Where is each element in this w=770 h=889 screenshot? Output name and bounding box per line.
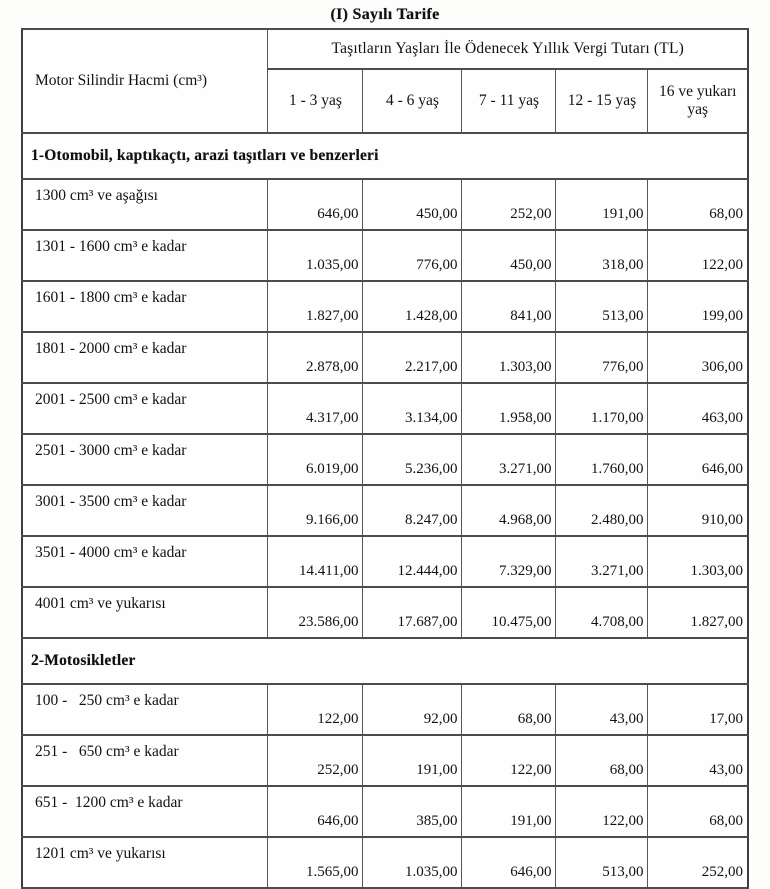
table-row — [22, 230, 748, 281]
column-header-engine-displacement: Motor Silindir Hacmi (cm³) — [22, 29, 268, 133]
tax-amount-cell: 318,00 — [556, 230, 648, 281]
tax-amount-cell: 450,00 — [462, 230, 556, 281]
tax-amount-cell: 2.878,00 — [268, 332, 363, 383]
table-row — [22, 434, 748, 485]
tax-amount-cell: 513,00 — [556, 281, 648, 332]
tax-amount-cell: 385,00 — [363, 786, 462, 837]
tax-amount-cell: 14.411,00 — [268, 536, 363, 587]
row-label: 3001 - 3500 cm³ e kadar — [22, 485, 268, 536]
row-label: 651 - 1200 cm³ e kadar — [22, 786, 268, 837]
tax-amount-cell: 6.019,00 — [268, 434, 363, 485]
tax-amount-cell: 646,00 — [462, 837, 556, 888]
row-label: 1601 - 1800 cm³ e kadar — [22, 281, 268, 332]
table-row — [22, 837, 748, 888]
table-row — [22, 587, 748, 638]
tax-amount-cell: 1.760,00 — [556, 434, 648, 485]
tax-amount-cell: 3.271,00 — [556, 536, 648, 587]
column-header-age-band: 7 - 11 yaş — [462, 69, 556, 133]
section-row — [22, 133, 748, 179]
tax-amount-cell: 1.303,00 — [462, 332, 556, 383]
tax-amount-cell: 122,00 — [556, 786, 648, 837]
table-row — [22, 281, 748, 332]
tax-amount-cell: 17.687,00 — [363, 587, 462, 638]
row-label: 1201 cm³ ve yukarısı — [22, 837, 268, 888]
tax-amount-cell: 191,00 — [556, 179, 648, 230]
tax-amount-cell: 43,00 — [556, 684, 648, 735]
tax-amount-cell: 252,00 — [268, 735, 363, 786]
tax-amount-cell: 3.134,00 — [363, 383, 462, 434]
tax-amount-cell: 3.271,00 — [462, 434, 556, 485]
section-header-label: 2-Motosikletler — [22, 638, 748, 684]
table-row — [22, 485, 748, 536]
tax-amount-cell: 306,00 — [648, 332, 748, 383]
column-header-tax-by-age: Taşıtların Yaşları İle Ödenecek Yıllık Vergi Tutarı (TL) — [268, 29, 748, 69]
tax-amount-cell: 1.428,00 — [363, 281, 462, 332]
row-label: 4001 cm³ ve yukarısı — [22, 587, 268, 638]
tax-amount-cell: 841,00 — [462, 281, 556, 332]
tax-amount-cell: 2.480,00 — [556, 485, 648, 536]
tax-amount-cell: 9.166,00 — [268, 485, 363, 536]
table-row — [22, 786, 748, 837]
row-label: 3501 - 4000 cm³ e kadar — [22, 536, 268, 587]
tax-amount-cell: 646,00 — [268, 786, 363, 837]
table-row — [22, 536, 748, 587]
row-label: 1301 - 1600 cm³ e kadar — [22, 230, 268, 281]
tax-amount-cell: 8.247,00 — [363, 485, 462, 536]
tax-amount-cell: 2.217,00 — [363, 332, 462, 383]
column-header-age-band: 4 - 6 yaş — [363, 69, 462, 133]
tax-amount-cell: 122,00 — [268, 684, 363, 735]
row-label: 251 - 650 cm³ e kadar — [22, 735, 268, 786]
tax-amount-cell: 68,00 — [648, 786, 748, 837]
tax-amount-cell: 191,00 — [462, 786, 556, 837]
tax-amount-cell: 1.035,00 — [268, 230, 363, 281]
tax-amount-cell: 4.317,00 — [268, 383, 363, 434]
tax-amount-cell: 252,00 — [648, 837, 748, 888]
tax-amount-cell: 12.444,00 — [363, 536, 462, 587]
tax-amount-cell: 23.586,00 — [268, 587, 363, 638]
tax-amount-cell: 92,00 — [363, 684, 462, 735]
tax-amount-cell: 1.827,00 — [648, 587, 748, 638]
tax-amount-cell: 1.958,00 — [462, 383, 556, 434]
tax-amount-cell: 7.329,00 — [462, 536, 556, 587]
tax-amount-cell: 1.827,00 — [268, 281, 363, 332]
tax-amount-cell: 68,00 — [648, 179, 748, 230]
tax-amount-cell: 252,00 — [462, 179, 556, 230]
tax-amount-cell: 4.708,00 — [556, 587, 648, 638]
row-label: 2001 - 2500 cm³ e kadar — [22, 383, 268, 434]
header-row-top — [22, 29, 748, 69]
table-row — [22, 684, 748, 735]
tax-amount-cell: 776,00 — [556, 332, 648, 383]
tax-amount-cell: 450,00 — [363, 179, 462, 230]
section-header-label: 1-Otomobil, kaptıkaçtı, arazi taşıtları ve benzerleri — [22, 133, 748, 179]
tax-amount-cell: 122,00 — [648, 230, 748, 281]
tax-amount-cell: 646,00 — [648, 434, 748, 485]
tax-amount-cell: 910,00 — [648, 485, 748, 536]
tax-amount-cell: 1.303,00 — [648, 536, 748, 587]
tax-amount-cell: 43,00 — [648, 735, 748, 786]
section-row — [22, 638, 748, 684]
row-label: 2501 - 3000 cm³ e kadar — [22, 434, 268, 485]
table-row — [22, 332, 748, 383]
tax-amount-cell: 10.475,00 — [462, 587, 556, 638]
row-label: 100 - 250 cm³ e kadar — [22, 684, 268, 735]
row-label: 1300 cm³ ve aşağısı — [22, 179, 268, 230]
tax-amount-cell: 68,00 — [556, 735, 648, 786]
column-header-age-band: 12 - 15 yaş — [556, 69, 648, 133]
tax-amount-cell: 646,00 — [268, 179, 363, 230]
table-row — [22, 383, 748, 434]
tax-amount-cell: 5.236,00 — [363, 434, 462, 485]
tax-amount-cell: 1.035,00 — [363, 837, 462, 888]
column-header-age-band: 16 ve yukarı yaş — [648, 69, 748, 133]
tax-amount-cell: 68,00 — [462, 684, 556, 735]
page-title: (I) Sayılı Tarife — [330, 6, 440, 23]
tax-amount-cell: 4.968,00 — [462, 485, 556, 536]
tax-amount-cell: 17,00 — [648, 684, 748, 735]
tax-amount-cell: 1.170,00 — [556, 383, 648, 434]
tax-amount-cell: 513,00 — [556, 837, 648, 888]
tax-amount-cell: 191,00 — [363, 735, 462, 786]
tariff-table — [21, 28, 749, 889]
column-header-age-band: 1 - 3 yaş — [268, 69, 363, 133]
tax-amount-cell: 199,00 — [648, 281, 748, 332]
tax-amount-cell: 1.565,00 — [268, 837, 363, 888]
table-row — [22, 179, 748, 230]
tax-amount-cell: 463,00 — [648, 383, 748, 434]
table-row — [22, 735, 748, 786]
tax-amount-cell: 776,00 — [363, 230, 462, 281]
row-label: 1801 - 2000 cm³ e kadar — [22, 332, 268, 383]
tax-amount-cell: 122,00 — [462, 735, 556, 786]
